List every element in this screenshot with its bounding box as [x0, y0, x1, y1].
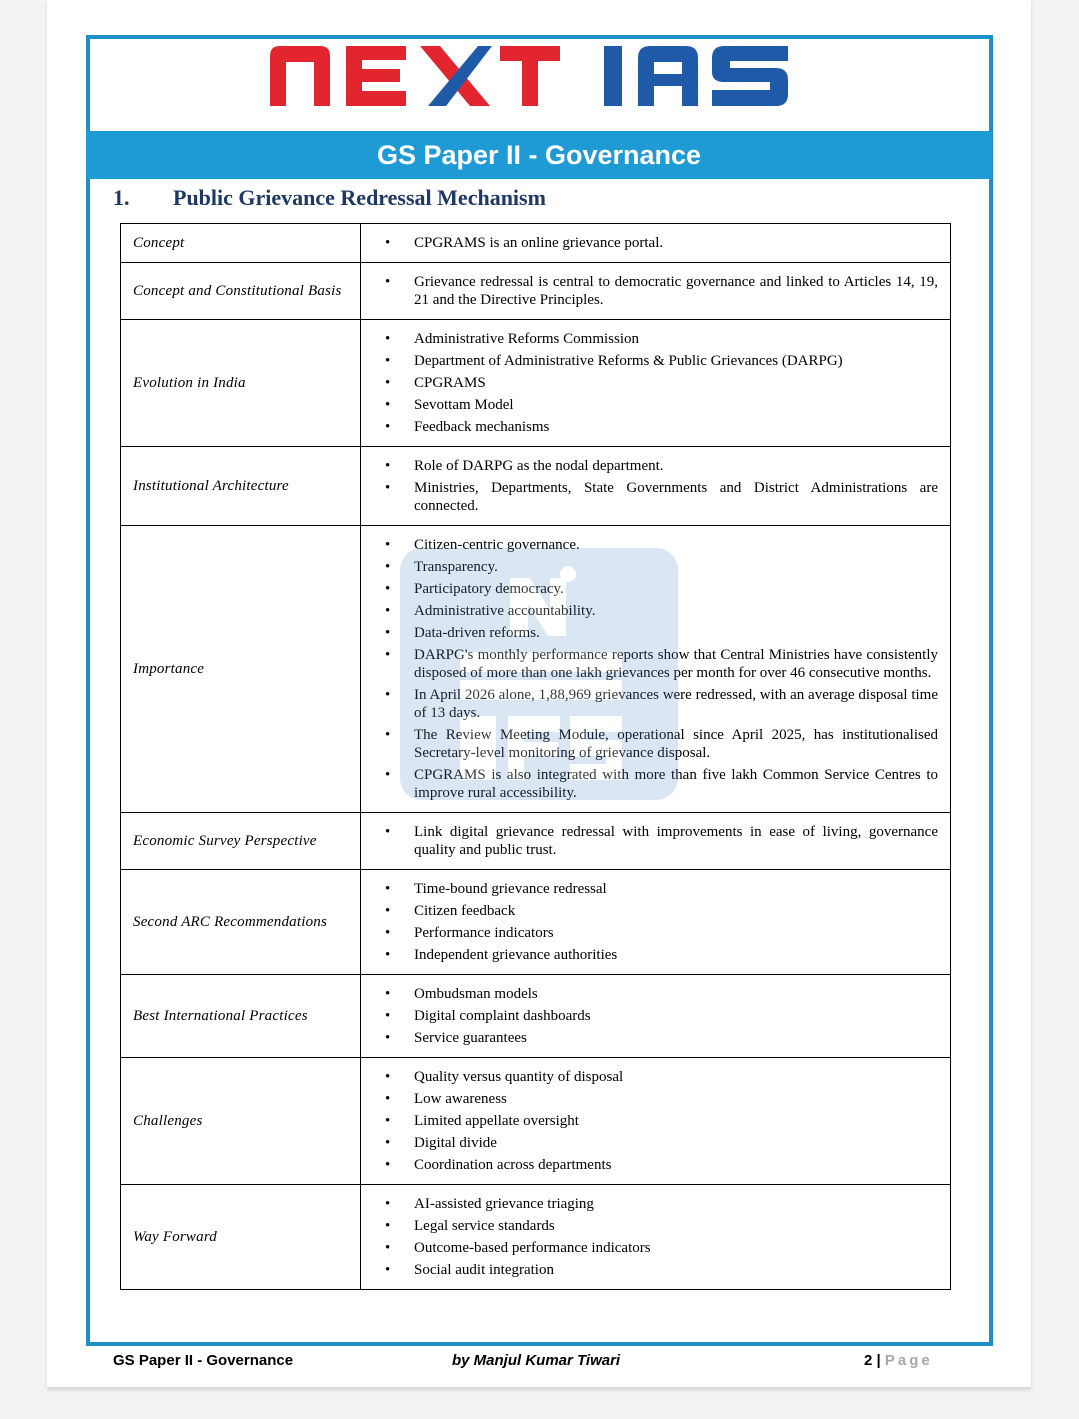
- footer-paper-title: GS Paper II - Governance: [113, 1352, 294, 1369]
- section-banner: GS Paper II - Governance: [86, 131, 992, 179]
- page-word: Page: [884, 1352, 933, 1369]
- bullet-item: • Transparency.: [385, 558, 938, 576]
- table-row: [121, 870, 951, 975]
- row-label: Second ARC Recommendations: [121, 870, 361, 975]
- bullet-item: • Grievance redressal is central to democratic governance and linked to Articles 14, 19, 21 and the Directive Principles.: [385, 273, 938, 309]
- bullet-item: • Service guarantees: [385, 1029, 938, 1047]
- row-label: Economic Survey Perspective: [121, 813, 361, 870]
- bullet-item: • Participatory democracy.: [385, 580, 938, 598]
- bullet-item: • Digital divide: [385, 1134, 938, 1152]
- bullet-item: • Low awareness: [385, 1090, 938, 1108]
- row-content: [361, 1058, 951, 1185]
- topic-heading: [113, 185, 546, 213]
- table-row: [121, 813, 951, 870]
- bullet-item: • Feedback mechanisms: [385, 418, 938, 436]
- content-table: [120, 223, 951, 1290]
- table-row: [121, 1185, 951, 1290]
- bullet-item: • Ministries, Departments, State Governments and District Administrations are connected.: [385, 479, 938, 515]
- table-row: [121, 1058, 951, 1185]
- row-label: Concept and Constitutional Basis: [121, 263, 361, 320]
- bullet-list: [385, 985, 938, 1047]
- bullet-item: • Quality versus quantity of disposal: [385, 1068, 938, 1086]
- row-content: [361, 813, 951, 870]
- bullet-item: • Outcome-based performance indicators: [385, 1239, 938, 1257]
- row-content: [361, 870, 951, 975]
- bullet-item: • Link digital grievance redressal with improvements in ease of living, governance quality and public trust.: [385, 823, 938, 859]
- bullet-list: [385, 273, 938, 309]
- table-row: [121, 526, 951, 813]
- bullet-list: [385, 457, 938, 515]
- topic-number: 1.: [113, 185, 130, 210]
- row-content: [361, 320, 951, 447]
- bullet-list: [385, 880, 938, 964]
- bullet-item: • CPGRAMS: [385, 374, 938, 392]
- bullet-list: [385, 234, 938, 252]
- bullet-item: • Citizen feedback: [385, 902, 938, 920]
- table-row: [121, 975, 951, 1058]
- row-label: Way Forward: [121, 1185, 361, 1290]
- bullet-item: • Role of DARPG as the nodal department.: [385, 457, 938, 475]
- bullet-item: • Digital complaint dashboards: [385, 1007, 938, 1025]
- row-content: [361, 447, 951, 526]
- bullet-item: • AI-assisted grievance triaging: [385, 1195, 938, 1213]
- table-row: [121, 224, 951, 263]
- bullet-item: • DARPG's monthly performance reports show that Central Ministries have consistently disposed of more than one lakh grievances per month for over 46 consecutive months.: [385, 646, 938, 682]
- bullet-item: • The Review Meeting Module, operational since April 2025, has institutionalised Secretary-level monitoring of grievance disposal.: [385, 726, 938, 762]
- footer-author: by Manjul Kumar Tiwari: [452, 1352, 621, 1369]
- row-label: Best International Practices: [121, 975, 361, 1058]
- bullet-item: • Time-bound grievance redressal: [385, 880, 938, 898]
- row-label: Challenges: [121, 1058, 361, 1185]
- row-label: Evolution in India: [121, 320, 361, 447]
- row-content: [361, 975, 951, 1058]
- topic-title: Public Grievance Redressal Mechanism: [173, 185, 546, 210]
- page-separator: |: [876, 1352, 881, 1369]
- bullet-item: • CPGRAMS is also integrated with more than five lakh Common Service Centres to improve rural accessibility.: [385, 766, 938, 802]
- row-label: Concept: [121, 224, 361, 263]
- row-label: Institutional Architecture: [121, 447, 361, 526]
- bullet-item: • Independent grievance authorities: [385, 946, 938, 964]
- bullet-item: • Coordination across departments: [385, 1156, 938, 1174]
- bullet-list: [385, 536, 938, 802]
- table-row: [121, 320, 951, 447]
- bullet-item: • Sevottam Model: [385, 396, 938, 414]
- table-row: [121, 447, 951, 526]
- bullet-item: • Limited appellate oversight: [385, 1112, 938, 1130]
- bullet-item: • Performance indicators: [385, 924, 938, 942]
- bullet-item: • Administrative accountability.: [385, 602, 938, 620]
- bullet-item: • In April 2026 alone, 1,88,969 grievances were redressed, with an average disposal time of 13 days.: [385, 686, 938, 722]
- bullet-item: • Legal service standards: [385, 1217, 938, 1235]
- row-content: [361, 526, 951, 813]
- page-number: 2: [864, 1352, 873, 1369]
- row-content: [361, 224, 951, 263]
- bullet-item: • Administrative Reforms Commission: [385, 330, 938, 348]
- bullet-list: [385, 330, 938, 436]
- bullet-list: [385, 823, 938, 859]
- footer-page-number: [864, 1351, 933, 1371]
- table-row: [121, 263, 951, 320]
- bullet-item: • Citizen-centric governance.: [385, 536, 938, 554]
- next-ias-logo: [268, 44, 792, 106]
- row-label: Importance: [121, 526, 361, 813]
- bullet-item: • Social audit integration: [385, 1261, 938, 1279]
- bullet-item: • Data-driven reforms.: [385, 624, 938, 642]
- row-content: [361, 1185, 951, 1290]
- bullet-item: • CPGRAMS is an online grievance portal.: [385, 234, 938, 252]
- bullet-item: • Department of Administrative Reforms & Public Grievances (DARPG): [385, 352, 938, 370]
- bullet-item: • Ombudsman models: [385, 985, 938, 1003]
- bullet-list: [385, 1068, 938, 1174]
- row-content: [361, 263, 951, 320]
- bullet-list: [385, 1195, 938, 1279]
